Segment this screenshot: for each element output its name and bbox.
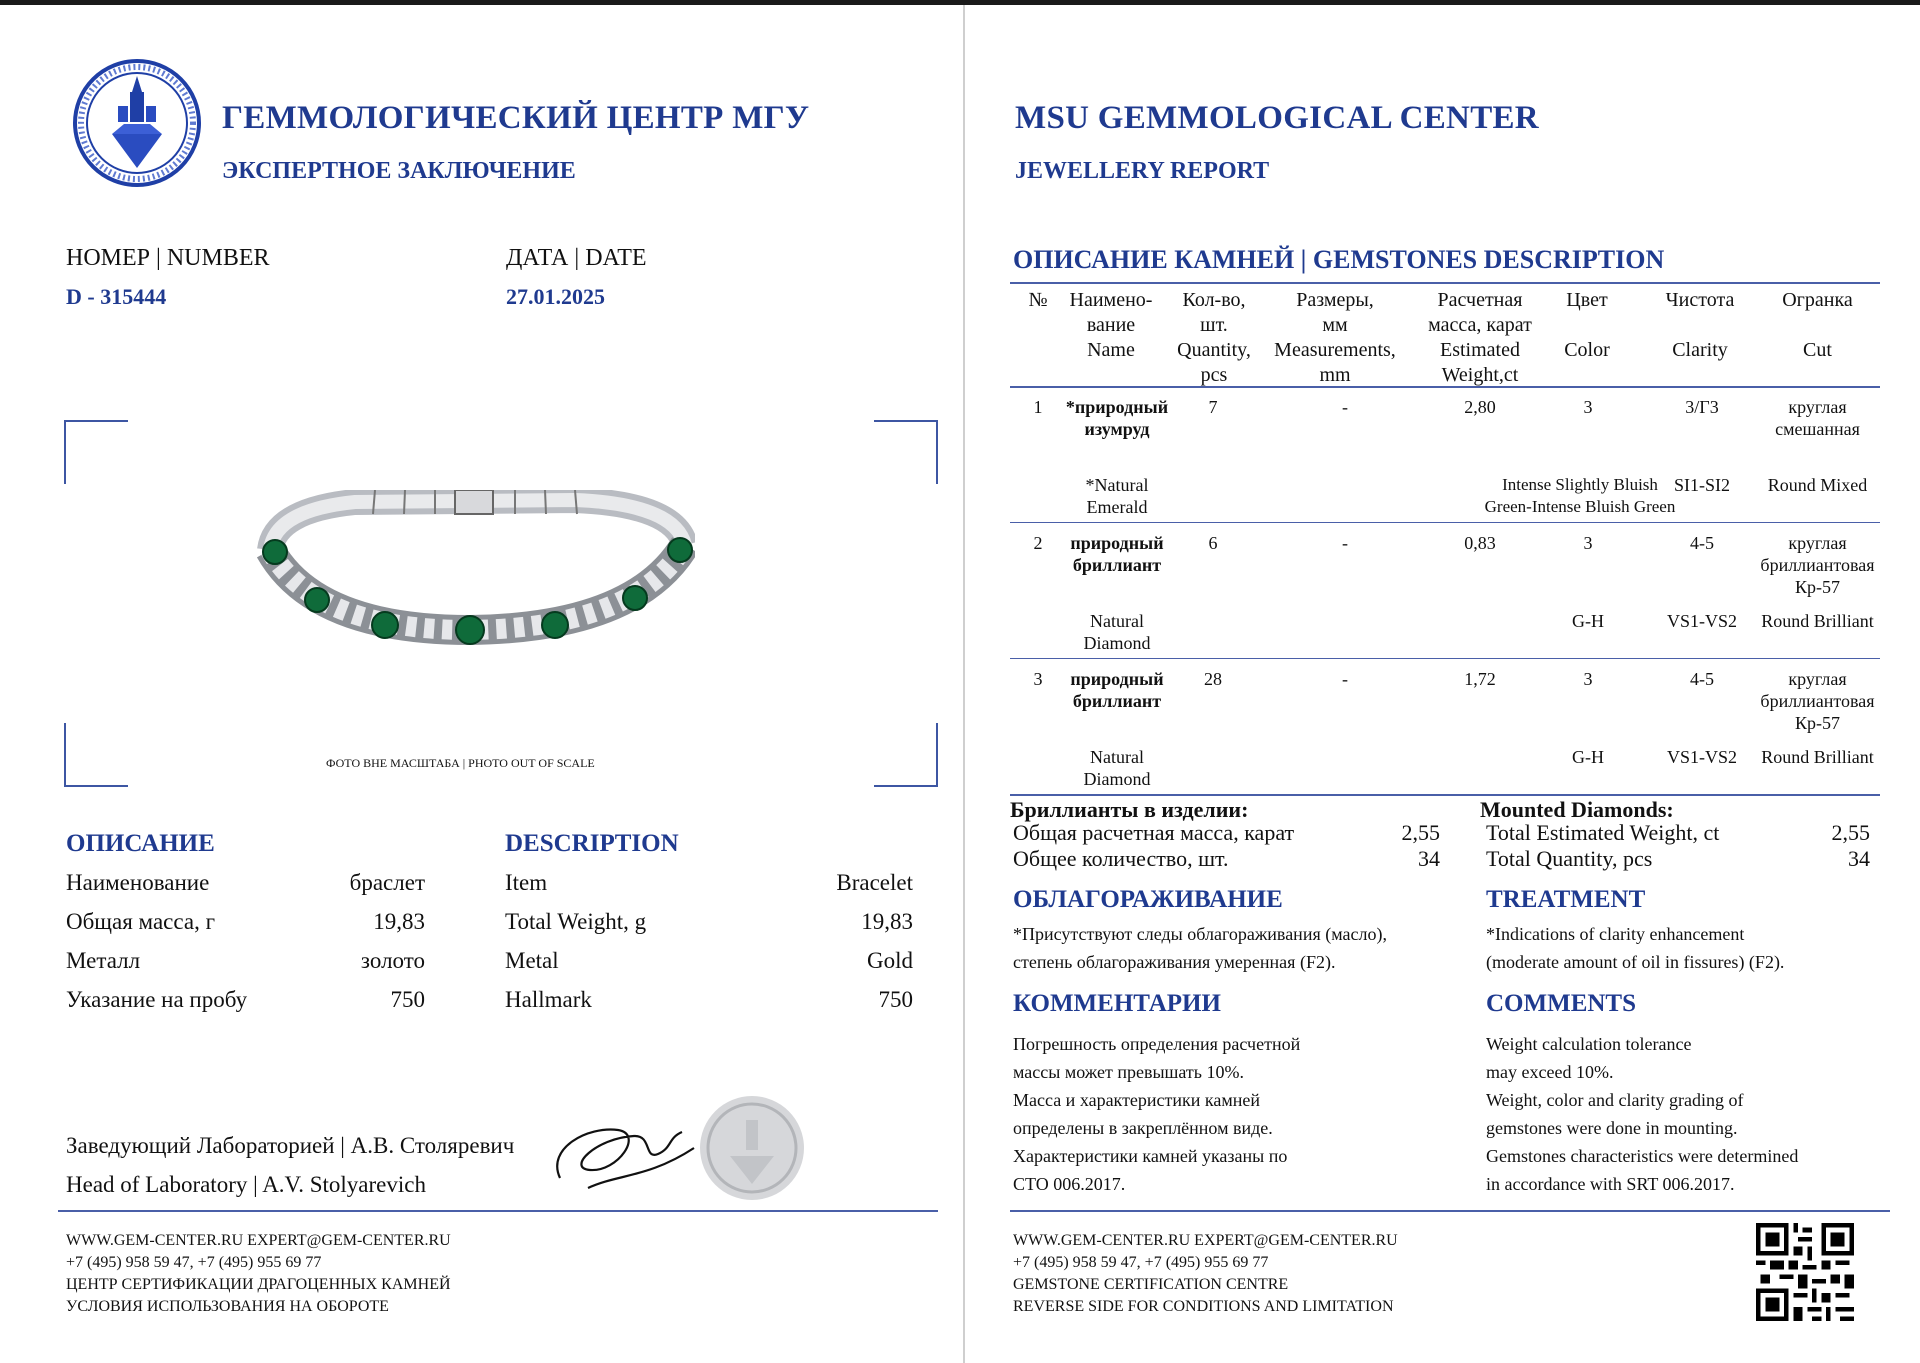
desc-ru-label: Указание на пробу bbox=[66, 987, 248, 1012]
stone-color-en: Intense Slightly Bluish Green-Intense Bluish Green bbox=[1484, 475, 1676, 516]
stone-color: 3 bbox=[1583, 397, 1593, 417]
stone-quantity: 7 bbox=[1208, 397, 1218, 417]
mounted-ru-label: Общая расчетная масса, карат bbox=[1013, 820, 1295, 845]
stone-color: 3 bbox=[1583, 669, 1593, 689]
stone-color: 3 bbox=[1583, 533, 1593, 553]
desc-en-label: Total Weight, g bbox=[505, 909, 647, 934]
stone-name-en: Natural Diamond bbox=[1083, 747, 1151, 789]
desc-ru-value: золото bbox=[360, 948, 425, 973]
org-title-ru: ГЕММОЛОГИЧЕСКИЙ ЦЕНТР МГУ bbox=[222, 100, 810, 136]
description-en-heading: DESCRIPTION bbox=[505, 830, 679, 857]
photo-frame-corner bbox=[64, 723, 128, 787]
treatment-ru-text: *Присутствуют следы облагораживания (масло), степень облагораживания умеренная (F2). bbox=[1013, 924, 1387, 972]
page-divider bbox=[963, 5, 965, 1363]
mounted-diamonds-en-heading: Mounted Diamonds: bbox=[1480, 797, 1674, 822]
bracelet-photo bbox=[255, 490, 695, 650]
footer-line: +7 (495) 958 59 47, +7 (495) 955 69 77 bbox=[1013, 1254, 1269, 1271]
top-edge bbox=[0, 0, 1920, 5]
comments-ru-text: Погрешность определения расчетной массы может превышать 10%. Масса и характеристики камней определены в закреплённом виде. Характеристики камней указаны по СТО 006.2017. bbox=[1013, 1034, 1301, 1194]
photo-frame-corner bbox=[64, 420, 128, 484]
footer-line: GEMSTONE CERTIFICATION CENTRE bbox=[1013, 1276, 1289, 1293]
treatment-ru-heading: ОБЛАГОРАЖИВАНИЕ bbox=[1013, 886, 1283, 913]
head-of-lab-en: Head of Laboratory | A.V. Stolyarevich bbox=[66, 1172, 426, 1197]
number-value: D - 315444 bbox=[66, 284, 167, 309]
col-header-name: Наимено- вание Name bbox=[1069, 289, 1153, 361]
gemstones-heading: ОПИСАНИЕ КАМНЕЙ | GEMSTONES DESCRIPTION bbox=[1013, 245, 1665, 274]
stone-quantity: 28 bbox=[1204, 669, 1222, 689]
photo-frame-corner bbox=[874, 420, 938, 484]
col-header-color: Цвет Color bbox=[1564, 289, 1610, 361]
desc-ru-value: 19,83 bbox=[373, 909, 425, 934]
desc-en-label: Metal bbox=[505, 948, 559, 973]
mounted-en-value: 34 bbox=[1848, 846, 1870, 871]
stone-color-en: G-H bbox=[1572, 747, 1604, 767]
stone-measurements: - bbox=[1342, 533, 1348, 553]
table-row-rule bbox=[1010, 522, 1880, 523]
laboratory-stamp bbox=[698, 1094, 806, 1202]
stone-cut-en: Round Brilliant bbox=[1761, 611, 1874, 631]
desc-en-label: Item bbox=[505, 870, 548, 895]
col-header-clarity: Чистота Clarity bbox=[1665, 289, 1735, 361]
table-top-rule bbox=[1010, 282, 1880, 284]
stone-clarity: 3/Г3 bbox=[1685, 397, 1719, 417]
treatment-en-text: *Indications of clarity enhancement (moderate amount of oil in fissures) (F2). bbox=[1486, 924, 1785, 972]
table-bottom-rule bbox=[1010, 794, 1880, 796]
stone-quantity: 6 bbox=[1208, 533, 1218, 553]
col-header-weight: Расчетная масса, карат Estimated Weight,ct bbox=[1428, 289, 1532, 386]
photo-frame-corner bbox=[874, 723, 938, 787]
stone-no: 3 bbox=[1033, 669, 1043, 689]
stone-clarity: 4-5 bbox=[1690, 669, 1714, 689]
stone-name-ru: *природный изумруд bbox=[1065, 397, 1169, 439]
stone-clarity-en: VS1-VS2 bbox=[1666, 747, 1737, 767]
footer-line: ЦЕНТР СЕРТИФИКАЦИИ ДРАГОЦЕННЫХ КАМНЕЙ bbox=[66, 1276, 451, 1293]
stone-clarity-en: VS1-VS2 bbox=[1666, 611, 1737, 631]
desc-ru-label: Общая масса, г bbox=[66, 909, 216, 934]
stone-color-en: G-H bbox=[1572, 611, 1604, 631]
comments-ru-heading: КОММЕНТАРИИ bbox=[1013, 990, 1221, 1017]
footer-line: +7 (495) 958 59 47, +7 (495) 955 69 77 bbox=[66, 1254, 322, 1271]
mounted-ru-value: 2,55 bbox=[1401, 820, 1440, 845]
desc-en-label: Hallmark bbox=[505, 987, 592, 1012]
mounted-en-label: Total Quantity, pcs bbox=[1486, 846, 1653, 871]
head-of-lab-ru: Заведующий Лабораторией | А.В. Столяревич bbox=[66, 1133, 515, 1158]
stone-clarity-en: SI1-SI2 bbox=[1673, 475, 1730, 495]
stone-no: 2 bbox=[1033, 533, 1043, 553]
stone-name-en: *Natural Emerald bbox=[1085, 475, 1149, 517]
col-header-quantity: Кол-во, шт. Quantity, pcs bbox=[1177, 289, 1251, 386]
desc-ru-value: браслет bbox=[349, 870, 425, 895]
col-header-measurements: Размеры, мм Measurements, mm bbox=[1274, 289, 1396, 386]
stone-clarity: 4-5 bbox=[1690, 533, 1714, 553]
right-footer-rule bbox=[1010, 1210, 1890, 1212]
desc-en-value: 19,83 bbox=[861, 909, 913, 934]
number-label: НОМЕР | NUMBER bbox=[66, 245, 270, 271]
footer-line: REVERSE SIDE FOR CONDITIONS AND LIMITATION bbox=[1013, 1298, 1394, 1315]
mounted-diamonds-ru-heading: Бриллианты в изделии: bbox=[1010, 797, 1249, 822]
qr-code[interactable] bbox=[1756, 1223, 1854, 1321]
stone-name-ru: природный бриллиант bbox=[1070, 669, 1164, 711]
comments-en-text: Weight calculation tolerance may exceed 10%. Weight, color and clarity grading of gemstones were done in mounting. Gemstones characteristics were determined in accordance with SRT 006.2017. bbox=[1486, 1034, 1799, 1194]
doc-title-en: JEWELLERY REPORT bbox=[1015, 158, 1270, 184]
col-header-cut: Огранка Cut bbox=[1782, 289, 1853, 361]
desc-ru-value: 750 bbox=[390, 987, 425, 1012]
stone-name-en: Natural Diamond bbox=[1083, 611, 1151, 653]
table-row-rule bbox=[1010, 658, 1880, 659]
org-title-en: MSU GEMMOLOGICAL CENTER bbox=[1015, 100, 1539, 136]
handwritten-signature bbox=[548, 1108, 698, 1198]
doc-title-ru: ЭКСПЕРТНОЕ ЗАКЛЮЧЕНИЕ bbox=[222, 158, 576, 184]
stone-weight: 2,80 bbox=[1464, 397, 1496, 417]
mounted-en-value: 2,55 bbox=[1831, 820, 1870, 845]
comments-en-heading: COMMENTS bbox=[1486, 990, 1636, 1017]
photo-caption: ФОТО ВНЕ МАСШТАБА | PHOTO OUT OF SCALE bbox=[326, 756, 595, 770]
stone-cut-en: Round Mixed bbox=[1767, 475, 1868, 495]
stone-cut: круглая смешанная bbox=[1775, 397, 1860, 439]
desc-ru-label: Наименование bbox=[66, 870, 210, 895]
col-header-no: № bbox=[1028, 289, 1048, 311]
stone-name-ru: природный бриллиант bbox=[1070, 533, 1164, 575]
footer-line: WWW.GEM-CENTER.RU EXPERT@GEM-CENTER.RU bbox=[66, 1232, 451, 1249]
left-footer-rule bbox=[58, 1210, 938, 1212]
description-ru-heading: ОПИСАНИЕ bbox=[66, 830, 215, 857]
stone-weight: 1,72 bbox=[1464, 669, 1496, 689]
desc-en-value: 750 bbox=[878, 987, 913, 1012]
stone-cut: круглая бриллиантовая Кр-57 bbox=[1760, 533, 1875, 597]
desc-ru-label: Металл bbox=[66, 948, 141, 973]
mounted-ru-label: Общее количество, шт. bbox=[1013, 846, 1229, 871]
date-label: ДАТА | DATE bbox=[506, 245, 647, 271]
stone-cut: круглая бриллиантовая Кр-57 bbox=[1760, 669, 1875, 733]
desc-en-value: Gold bbox=[867, 948, 913, 973]
desc-en-value: Bracelet bbox=[836, 870, 913, 895]
footer-line: УСЛОВИЯ ИСПОЛЬЗОВАНИЯ НА ОБОРОТЕ bbox=[66, 1298, 389, 1315]
stone-weight: 0,83 bbox=[1464, 533, 1496, 553]
stone-measurements: - bbox=[1342, 397, 1348, 417]
msu-logo-seal bbox=[72, 58, 202, 188]
table-row-rule bbox=[1010, 386, 1880, 388]
stone-measurements: - bbox=[1342, 669, 1348, 689]
treatment-en-heading: TREATMENT bbox=[1486, 886, 1646, 913]
stone-cut-en: Round Brilliant bbox=[1761, 747, 1874, 767]
mounted-ru-value: 34 bbox=[1418, 846, 1440, 871]
mounted-en-label: Total Estimated Weight, ct bbox=[1486, 820, 1720, 845]
stone-no: 1 bbox=[1033, 397, 1043, 417]
footer-line: WWW.GEM-CENTER.RU EXPERT@GEM-CENTER.RU bbox=[1013, 1232, 1398, 1249]
date-value: 27.01.2025 bbox=[506, 284, 605, 309]
